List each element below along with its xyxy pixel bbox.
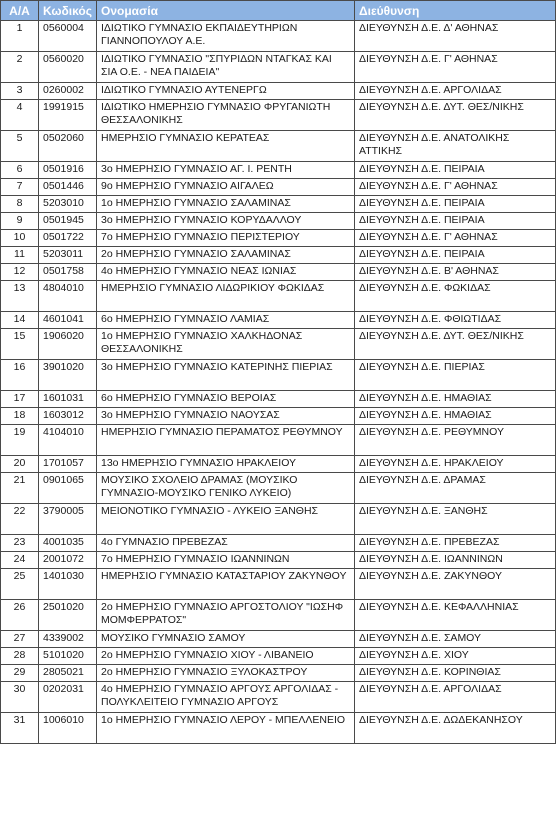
table-row — [1, 569, 556, 600]
cell-name: 7ο ΗΜΕΡΗΣΙΟ ΓΥΜΝΑΣΙΟ ΠΕΡΙΣΤΕΡΙΟΥ — [97, 230, 355, 247]
table-row — [1, 665, 556, 682]
cell-aa: 10 — [1, 230, 39, 247]
cell-name: 3ο ΗΜΕΡΗΣΙΟ ΓΥΜΝΑΣΙΟ ΝΑΟΥΣΑΣ — [97, 408, 355, 425]
cell-code: 1991915 — [39, 100, 97, 131]
cell-name: 3ο ΗΜΕΡΗΣΙΟ ΓΥΜΝΑΣΙΟ ΑΓ. Ι. ΡΕΝΤΗ — [97, 162, 355, 179]
cell-directorate: ΔΙΕΥΘΥΝΣΗ Δ.Ε. ΗΜΑΘΙΑΣ — [355, 408, 556, 425]
cell-name: 1ο ΗΜΕΡΗΣΙΟ ΓΥΜΝΑΣΙΟ ΧΑΛΚΗΔΟΝΑΣ ΘΕΣΣΑΛΟΝΙΚΗΣ — [97, 329, 355, 360]
column-header-aa: Α/Α — [1, 1, 39, 21]
cell-aa: 27 — [1, 631, 39, 648]
cell-directorate: ΔΙΕΥΘΥΝΣΗ Δ.Ε. ΑΡΓΟΛΙΔΑΣ — [355, 682, 556, 713]
cell-aa: 5 — [1, 131, 39, 162]
cell-name: 4ο ΓΥΜΝΑΣΙΟ ΠΡΕΒΕΖΑΣ — [97, 535, 355, 552]
table-row — [1, 162, 556, 179]
cell-aa: 12 — [1, 264, 39, 281]
table-row — [1, 408, 556, 425]
cell-name: 2ο ΗΜΕΡΗΣΙΟ ΓΥΜΝΑΣΙΟ ΧΙΟΥ - ΛΙΒΑΝΕΙΟ — [97, 648, 355, 665]
table-row — [1, 425, 556, 456]
cell-code: 4339002 — [39, 631, 97, 648]
cell-name: 1ο ΗΜΕΡΗΣΙΟ ΓΥΜΝΑΣΙΟ ΛΕΡΟΥ - ΜΠΕΛΛΕΝΕΙΟ — [97, 713, 355, 744]
cell-code: 4001035 — [39, 535, 97, 552]
table-row — [1, 179, 556, 196]
cell-aa: 18 — [1, 408, 39, 425]
cell-directorate: ΔΙΕΥΘΥΝΣΗ Δ.Ε. ΦΩΚΙΔΑΣ — [355, 281, 556, 312]
cell-name: ΜΕΙΟΝΟΤΙΚΟ ΓΥΜΝΑΣΙΟ - ΛΥΚΕΙΟ ΞΑΝΘΗΣ — [97, 504, 355, 535]
cell-code: 2805021 — [39, 665, 97, 682]
column-header-name: Ονομασία — [97, 1, 355, 21]
cell-directorate: ΔΙΕΥΘΥΝΣΗ Δ.Ε. ΔΥΤ. ΘΕΣ/ΝΙΚΗΣ — [355, 100, 556, 131]
cell-aa: 28 — [1, 648, 39, 665]
cell-code: 1601031 — [39, 391, 97, 408]
cell-name: 2ο ΗΜΕΡΗΣΙΟ ΓΥΜΝΑΣΙΟ ΞΥΛΟΚΑΣΤΡΟΥ — [97, 665, 355, 682]
table-row — [1, 100, 556, 131]
table-row — [1, 360, 556, 391]
cell-aa: 2 — [1, 52, 39, 83]
cell-aa: 13 — [1, 281, 39, 312]
table-row — [1, 52, 556, 83]
cell-aa: 15 — [1, 329, 39, 360]
cell-directorate: ΔΙΕΥΘΥΝΣΗ Δ.Ε. Γ' ΑΘΗΝΑΣ — [355, 52, 556, 83]
cell-name: 2ο ΗΜΕΡΗΣΙΟ ΓΥΜΝΑΣΙΟ ΣΑΛΑΜΙΝΑΣ — [97, 247, 355, 264]
cell-code: 0501446 — [39, 179, 97, 196]
cell-directorate: ΔΙΕΥΘΥΝΣΗ Δ.Ε. Β' ΑΘΗΝΑΣ — [355, 264, 556, 281]
cell-name: ΜΟΥΣΙΚΟ ΓΥΜΝΑΣΙΟ ΣΑΜΟΥ — [97, 631, 355, 648]
cell-directorate: ΔΙΕΥΘΥΝΣΗ Δ.Ε. ΠΕΙΡΑΙΑ — [355, 196, 556, 213]
cell-directorate: ΔΙΕΥΘΥΝΣΗ Δ.Ε. ΠΕΙΡΑΙΑ — [355, 247, 556, 264]
table-row — [1, 83, 556, 100]
cell-code: 0560020 — [39, 52, 97, 83]
cell-name: 2ο ΗΜΕΡΗΣΙΟ ΓΥΜΝΑΣΙΟ ΑΡΓΟΣΤΟΛΙΟΥ "ΙΩΣΗΦ ΜΟΜΦΕΡΡΑΤΟΣ" — [97, 600, 355, 631]
cell-aa: 20 — [1, 456, 39, 473]
table-row — [1, 230, 556, 247]
cell-aa: 11 — [1, 247, 39, 264]
table-row — [1, 21, 556, 52]
cell-directorate: ΔΙΕΥΘΥΝΣΗ Δ.Ε. ΖΑΚΥΝΘΟΥ — [355, 569, 556, 600]
cell-code: 5203010 — [39, 196, 97, 213]
cell-aa: 17 — [1, 391, 39, 408]
cell-code: 0501945 — [39, 213, 97, 230]
cell-code: 1906020 — [39, 329, 97, 360]
cell-directorate: ΔΙΕΥΘΥΝΣΗ Δ.Ε. ΗΜΑΘΙΑΣ — [355, 391, 556, 408]
table-row — [1, 213, 556, 230]
table-row — [1, 329, 556, 360]
cell-aa: 9 — [1, 213, 39, 230]
table-row — [1, 312, 556, 329]
table-row — [1, 196, 556, 213]
table-row — [1, 648, 556, 665]
cell-aa: 21 — [1, 473, 39, 504]
table-row — [1, 391, 556, 408]
table-row — [1, 504, 556, 535]
cell-directorate: ΔΙΕΥΘΥΝΣΗ Δ.Ε. ΠΡΕΒΕΖΑΣ — [355, 535, 556, 552]
cell-name: 3ο ΗΜΕΡΗΣΙΟ ΓΥΜΝΑΣΙΟ ΚΑΤΕΡΙΝΗΣ ΠΙΕΡΙΑΣ — [97, 360, 355, 391]
cell-name: ΙΔΙΩΤΙΚΟ ΗΜΕΡΗΣΙΟ ΓΥΜΝΑΣΙΟ ΦΡΥΓΑΝΙΩΤΗ ΘΕΣΣΑΛΟΝΙΚΗΣ — [97, 100, 355, 131]
table-row — [1, 552, 556, 569]
cell-directorate: ΔΙΕΥΘΥΝΣΗ Δ.Ε. ΑΝΑΤΟΛΙΚΗΣ ΑΤΤΙΚΗΣ — [355, 131, 556, 162]
table-row — [1, 131, 556, 162]
cell-name: ΙΔΙΩΤΙΚΟ ΓΥΜΝΑΣΙΟ ΑΥΤΕΝΕΡΓΩ — [97, 83, 355, 100]
cell-aa: 19 — [1, 425, 39, 456]
cell-directorate: ΔΙΕΥΘΥΝΣΗ Δ.Ε. Γ' ΑΘΗΝΑΣ — [355, 179, 556, 196]
cell-aa: 23 — [1, 535, 39, 552]
table-header-row — [1, 1, 556, 21]
cell-aa: 30 — [1, 682, 39, 713]
cell-code: 0501758 — [39, 264, 97, 281]
cell-code: 3790005 — [39, 504, 97, 535]
cell-code: 0560004 — [39, 21, 97, 52]
cell-directorate: ΔΙΕΥΘΥΝΣΗ Δ.Ε. ΔΩΔΕΚΑΝΗΣΟΥ — [355, 713, 556, 744]
cell-directorate: ΔΙΕΥΘΥΝΣΗ Δ.Ε. ΣΑΜΟΥ — [355, 631, 556, 648]
cell-directorate: ΔΙΕΥΘΥΝΣΗ Δ.Ε. ΞΑΝΘΗΣ — [355, 504, 556, 535]
table-row — [1, 456, 556, 473]
cell-code: 4804010 — [39, 281, 97, 312]
column-header-code: Κωδικός — [39, 1, 97, 21]
cell-aa: 26 — [1, 600, 39, 631]
cell-name: ΗΜΕΡΗΣΙΟ ΓΥΜΝΑΣΙΟ ΛΙΔΩΡΙΚΙΟΥ ΦΩΚΙΔΑΣ — [97, 281, 355, 312]
cell-aa: 31 — [1, 713, 39, 744]
cell-code: 0502060 — [39, 131, 97, 162]
cell-directorate: ΔΙΕΥΘΥΝΣΗ Δ.Ε. ΙΩΑΝΝΙΝΩΝ — [355, 552, 556, 569]
cell-name: 9ο ΗΜΕΡΗΣΙΟ ΓΥΜΝΑΣΙΟ ΑΙΓΑΛΕΩ — [97, 179, 355, 196]
cell-directorate: ΔΙΕΥΘΥΝΣΗ Δ.Ε. ΠΕΙΡΑΙΑ — [355, 162, 556, 179]
cell-code: 0501722 — [39, 230, 97, 247]
cell-name: 4ο ΗΜΕΡΗΣΙΟ ΓΥΜΝΑΣΙΟ ΑΡΓΟΥΣ ΑΡΓΟΛΙΔΑΣ - ΠΟΛΥΚΛΕΙΤΕΙΟ ΓΥΜΝΑΣΙΟ ΑΡΓΟΥΣ — [97, 682, 355, 713]
cell-name: ΙΔΙΩΤΙΚΟ ΓΥΜΝΑΣΙΟ "ΣΠΥΡΙΔΩΝ ΝΤΑΓΚΑΣ ΚΑΙ ΣΙΑ Ο.Ε. - ΝΕΑ ΠΑΙΔΕΙΑ" — [97, 52, 355, 83]
cell-name: 6ο ΗΜΕΡΗΣΙΟ ΓΥΜΝΑΣΙΟ ΛΑΜΙΑΣ — [97, 312, 355, 329]
cell-code: 2001072 — [39, 552, 97, 569]
cell-directorate: ΔΙΕΥΘΥΝΣΗ Δ.Ε. ΔΡΑΜΑΣ — [355, 473, 556, 504]
cell-code: 4601041 — [39, 312, 97, 329]
table-row — [1, 247, 556, 264]
cell-name: ΜΟΥΣΙΚΟ ΣΧΟΛΕΙΟ ΔΡΑΜΑΣ (ΜΟΥΣΙΚΟ ΓΥΜΝΑΣΙΟ-ΜΟΥΣΙΚΟ ΓΕΝΙΚΟ ΛΥΚΕΙΟ) — [97, 473, 355, 504]
cell-name: 3ο ΗΜΕΡΗΣΙΟ ΓΥΜΝΑΣΙΟ ΚΟΡΥΔΑΛΛΟΥ — [97, 213, 355, 230]
cell-code: 1603012 — [39, 408, 97, 425]
cell-aa: 1 — [1, 21, 39, 52]
cell-code: 5101020 — [39, 648, 97, 665]
cell-code: 0260002 — [39, 83, 97, 100]
cell-name: 1ο ΗΜΕΡΗΣΙΟ ΓΥΜΝΑΣΙΟ ΣΑΛΑΜΙΝΑΣ — [97, 196, 355, 213]
cell-code: 2501020 — [39, 600, 97, 631]
cell-aa: 22 — [1, 504, 39, 535]
column-header-directorate: Διεύθυνση — [355, 1, 556, 21]
cell-directorate: ΔΙΕΥΘΥΝΣΗ Δ.Ε. ΑΡΓΟΛΙΔΑΣ — [355, 83, 556, 100]
cell-directorate: ΔΙΕΥΘΥΝΣΗ Δ.Ε. ΦΘΙΩΤΙΔΑΣ — [355, 312, 556, 329]
cell-directorate: ΔΙΕΥΘΥΝΣΗ Δ.Ε. Γ' ΑΘΗΝΑΣ — [355, 230, 556, 247]
cell-code: 1401030 — [39, 569, 97, 600]
table-row — [1, 600, 556, 631]
cell-aa: 6 — [1, 162, 39, 179]
cell-name: 7ο ΗΜΕΡΗΣΙΟ ΓΥΜΝΑΣΙΟ ΙΩΑΝΝΙΝΩΝ — [97, 552, 355, 569]
cell-code: 3901020 — [39, 360, 97, 391]
cell-directorate: ΔΙΕΥΘΥΝΣΗ Δ.Ε. Δ' ΑΘΗΝΑΣ — [355, 21, 556, 52]
cell-name: 13ο ΗΜΕΡΗΣΙΟ ΓΥΜΝΑΣΙΟ ΗΡΑΚΛΕΙΟΥ — [97, 456, 355, 473]
cell-directorate: ΔΙΕΥΘΥΝΣΗ Δ.Ε. ΚΟΡΙΝΘΙΑΣ — [355, 665, 556, 682]
table-row — [1, 631, 556, 648]
cell-code: 0501916 — [39, 162, 97, 179]
cell-directorate: ΔΙΕΥΘΥΝΣΗ Δ.Ε. ΡΕΘΥΜΝΟΥ — [355, 425, 556, 456]
cell-code: 1006010 — [39, 713, 97, 744]
cell-code: 5203011 — [39, 247, 97, 264]
cell-aa: 8 — [1, 196, 39, 213]
cell-directorate: ΔΙΕΥΘΥΝΣΗ Δ.Ε. ΠΕΙΡΑΙΑ — [355, 213, 556, 230]
table-row — [1, 713, 556, 744]
cell-aa: 16 — [1, 360, 39, 391]
cell-aa: 14 — [1, 312, 39, 329]
table-row — [1, 682, 556, 713]
cell-directorate: ΔΙΕΥΘΥΝΣΗ Δ.Ε. ΗΡΑΚΛΕΙΟΥ — [355, 456, 556, 473]
cell-code: 1701057 — [39, 456, 97, 473]
cell-directorate: ΔΙΕΥΘΥΝΣΗ Δ.Ε. ΧΙΟΥ — [355, 648, 556, 665]
cell-name: ΗΜΕΡΗΣΙΟ ΓΥΜΝΑΣΙΟ ΠΕΡΑΜΑΤΟΣ ΡΕΘΥΜΝΟΥ — [97, 425, 355, 456]
table-row — [1, 281, 556, 312]
cell-directorate: ΔΙΕΥΘΥΝΣΗ Δ.Ε. ΔΥΤ. ΘΕΣ/ΝΙΚΗΣ — [355, 329, 556, 360]
cell-aa: 4 — [1, 100, 39, 131]
cell-aa: 3 — [1, 83, 39, 100]
cell-code: 0202031 — [39, 682, 97, 713]
cell-aa: 24 — [1, 552, 39, 569]
cell-name: 4ο ΗΜΕΡΗΣΙΟ ΓΥΜΝΑΣΙΟ ΝΕΑΣ ΙΩΝΙΑΣ — [97, 264, 355, 281]
cell-name: ΗΜΕΡΗΣΙΟ ΓΥΜΝΑΣΙΟ ΚΕΡΑΤΕΑΣ — [97, 131, 355, 162]
cell-name: ΙΔΙΩΤΙΚΟ ΓΥΜΝΑΣΙΟ ΕΚΠΑΙΔΕΥΤΗΡΙΩΝ ΓΙΑΝΝΟΠΟΥΛΟΥ Α.Ε. — [97, 21, 355, 52]
cell-code: 0901065 — [39, 473, 97, 504]
cell-aa: 25 — [1, 569, 39, 600]
cell-code: 4104010 — [39, 425, 97, 456]
cell-name: 6ο ΗΜΕΡΗΣΙΟ ΓΥΜΝΑΣΙΟ ΒΕΡΟΙΑΣ — [97, 391, 355, 408]
table-row — [1, 535, 556, 552]
table-row — [1, 264, 556, 281]
cell-name: ΗΜΕΡΗΣΙΟ ΓΥΜΝΑΣΙΟ ΚΑΤΑΣΤΑΡΙΟΥ ΖΑΚΥΝΘΟΥ — [97, 569, 355, 600]
table-row — [1, 473, 556, 504]
cell-aa: 7 — [1, 179, 39, 196]
cell-directorate: ΔΙΕΥΘΥΝΣΗ Δ.Ε. ΚΕΦΑΛΛΗΝΙΑΣ — [355, 600, 556, 631]
cell-aa: 29 — [1, 665, 39, 682]
cell-directorate: ΔΙΕΥΘΥΝΣΗ Δ.Ε. ΠΙΕΡΙΑΣ — [355, 360, 556, 391]
